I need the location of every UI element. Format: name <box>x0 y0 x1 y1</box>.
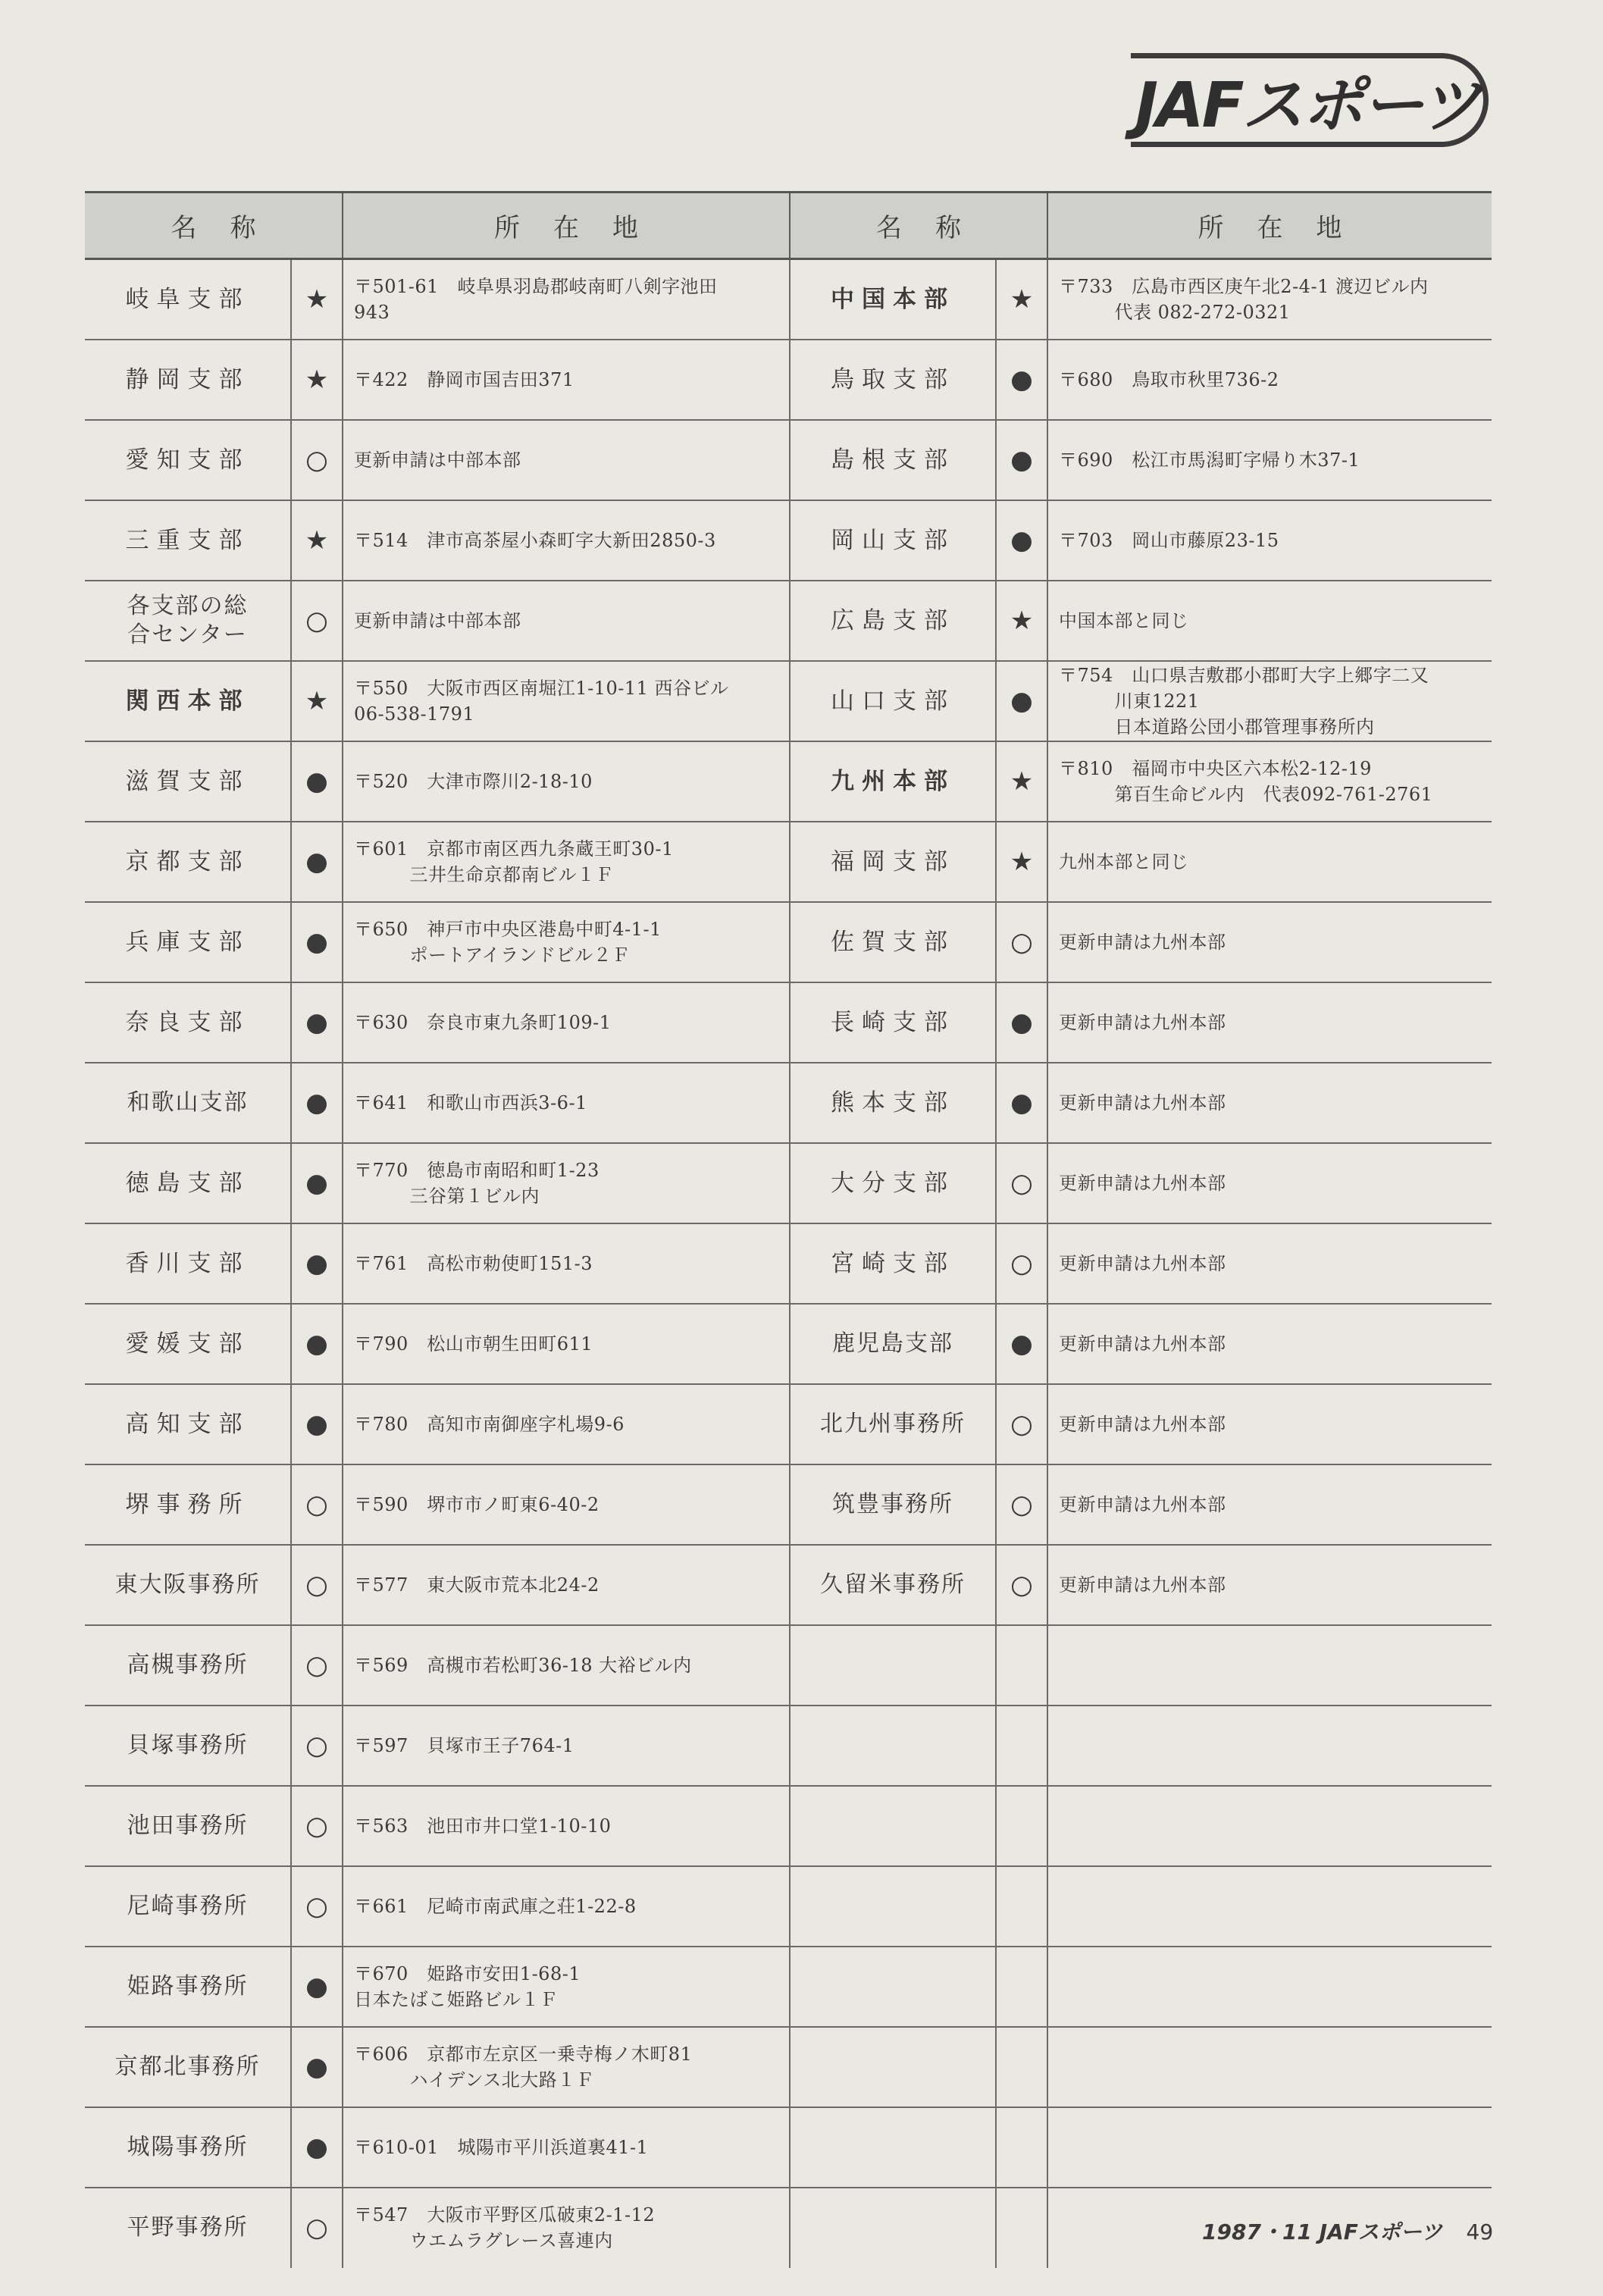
table-row <box>85 661 1492 741</box>
status-mark: ● <box>291 1223 343 1304</box>
table-row <box>85 1706 1492 1786</box>
jaf-sports-logo <box>1131 53 1489 147</box>
status-mark: ● <box>291 2027 343 2107</box>
table-row <box>85 1947 1492 2027</box>
status-mark: ○ <box>291 1625 343 1706</box>
table-row <box>85 581 1492 661</box>
status-mark: ○ <box>291 1464 343 1545</box>
table-row <box>85 902 1492 982</box>
branch-name: 九州本部 <box>790 741 996 822</box>
status-mark <box>996 1706 1047 1786</box>
branch-directory-table <box>85 191 1492 2268</box>
status-mark: ★ <box>996 822 1047 902</box>
status-mark: ○ <box>291 420 343 500</box>
status-mark: ○ <box>996 1464 1047 1545</box>
branch-address: 〒780 高知市南御座字札場9-6 <box>343 1384 790 1464</box>
table-row <box>85 2107 1492 2188</box>
page-number: 49 <box>1466 2219 1494 2244</box>
status-mark: ● <box>291 982 343 1063</box>
branch-address: 更新申請は九州本部 <box>1047 1464 1492 1545</box>
status-mark <box>996 1625 1047 1706</box>
branch-name: 静岡支部 <box>85 340 291 420</box>
status-mark <box>996 1786 1047 1866</box>
branch-address: 更新申請は中部本部 <box>343 420 790 500</box>
status-mark: ● <box>996 982 1047 1063</box>
branch-address: 〒563 池田市井口堂1-10-10 <box>343 1786 790 1866</box>
branch-address: 更新申請は九州本部 <box>1047 1063 1492 1143</box>
status-mark: ○ <box>291 1545 343 1625</box>
branch-address: 〒703 岡山市藤原23-15 <box>1047 500 1492 581</box>
status-mark: ● <box>291 741 343 822</box>
branch-name: 関西本部 <box>85 661 291 741</box>
branch-address: 〒569 高槻市若松町36-18 大裕ビル内 <box>343 1625 790 1706</box>
branch-name: 宮崎支部 <box>790 1223 996 1304</box>
status-mark: ● <box>291 1384 343 1464</box>
status-mark: ○ <box>291 1706 343 1786</box>
table-row <box>85 259 1492 340</box>
status-mark: ★ <box>996 259 1047 340</box>
status-mark: ★ <box>291 500 343 581</box>
status-mark: ○ <box>996 1384 1047 1464</box>
status-mark: ● <box>291 2107 343 2188</box>
branch-name: 尼崎事務所 <box>85 1866 291 1947</box>
table-row <box>85 1545 1492 1625</box>
status-mark: ★ <box>291 661 343 741</box>
branch-address: 〒661 尼崎市南武庫之荘1-22-8 <box>343 1866 790 1947</box>
branch-name: 徳島支部 <box>85 1143 291 1223</box>
branch-address: 〒770 徳島市南昭和町1-23 三谷第１ビル内 <box>343 1143 790 1223</box>
branch-address: 〒520 大津市際川2-18-10 <box>343 741 790 822</box>
table-row <box>85 340 1492 420</box>
branch-name: 奈良支部 <box>85 982 291 1063</box>
branch-address: 中国本部と同じ <box>1047 581 1492 661</box>
branch-name: 高槻事務所 <box>85 1625 291 1706</box>
branch-name: 和歌山支部 <box>85 1063 291 1143</box>
branch-name <box>790 2188 996 2268</box>
table-row <box>85 1063 1492 1143</box>
branch-address: 〒514 津市高茶屋小森町字大新田2850-3 <box>343 500 790 581</box>
branch-address: 〒733 広島市西区庚午北2-4-1 渡辺ビル内 代表 082-272-0321 <box>1047 259 1492 340</box>
branch-name: 大分支部 <box>790 1143 996 1223</box>
table-row <box>85 420 1492 500</box>
branch-name: 平野事務所 <box>127 2214 249 2241</box>
branch-address: 〒550 大阪市西区南堀江1-10-11 西谷ビル 06-538-1791 <box>343 661 790 741</box>
branch-name: 広島支部 <box>790 581 996 661</box>
branch-name: 鹿児島支部 <box>790 1304 996 1384</box>
branch-address <box>1047 1786 1492 1866</box>
branch-address: 〒577 東大阪市荒本北24-2 <box>343 1545 790 1625</box>
status-mark: ● <box>291 1063 343 1143</box>
branch-name: 筑豊事務所 <box>790 1464 996 1545</box>
status-mark <box>996 2107 1047 2188</box>
table-row <box>85 822 1492 902</box>
branch-name: 滋賀支部 <box>85 741 291 822</box>
branch-name <box>790 1947 996 2027</box>
table-row <box>85 741 1492 822</box>
branch-address: 〒590 堺市市ノ町東6-40-2 <box>343 1464 790 1545</box>
table-row <box>85 1464 1492 1545</box>
branch-name: 貝塚事務所 <box>85 1706 291 1786</box>
branch-name: 京都北事務所 <box>85 2027 291 2107</box>
footer-date: 1987・11 <box>1202 2219 1312 2244</box>
branch-address: 〒630 奈良市東九条町109-1 <box>343 982 790 1063</box>
branch-name: 京都支部 <box>85 822 291 902</box>
status-mark: ● <box>291 1947 343 2027</box>
branch-address: 〒690 松江市馬潟町字帰り木37-1 <box>1047 420 1492 500</box>
status-mark: ● <box>291 1143 343 1223</box>
branch-address: 〒501-61 岐阜県羽島郡岐南町八剣字池田 943 <box>343 259 790 340</box>
table-row <box>85 2027 1492 2107</box>
status-mark: ● <box>996 661 1047 741</box>
status-mark: ★ <box>291 340 343 420</box>
branch-address: 〒790 松山市朝生田町611 <box>343 1304 790 1384</box>
table-row <box>85 1223 1492 1304</box>
table-header-row <box>85 193 1492 259</box>
branch-name <box>790 2107 996 2188</box>
branch-address: 更新申請は中部本部 <box>343 581 790 661</box>
branch-name: 堺事務所 <box>85 1464 291 1545</box>
status-mark: ● <box>291 902 343 982</box>
status-mark <box>996 2027 1047 2107</box>
table-row <box>85 1866 1492 1947</box>
branch-address: 〒680 鳥取市秋里736-2 <box>1047 340 1492 420</box>
page-footer <box>1202 2216 1493 2246</box>
status-mark: ○ <box>996 1545 1047 1625</box>
branch-name: 高知支部 <box>85 1384 291 1464</box>
status-mark: ○ <box>291 581 343 661</box>
status-mark: ★ <box>996 581 1047 661</box>
status-mark: ○ <box>996 1223 1047 1304</box>
logo-text: JAFスポーツ <box>1135 69 1479 142</box>
branch-name: 愛知支部 <box>85 420 291 500</box>
branch-address: 更新申請は九州本部 <box>1047 1223 1492 1304</box>
branch-address: 〒641 和歌山市西浜3-6-1 <box>343 1063 790 1143</box>
status-mark <box>996 1947 1047 2027</box>
branch-name: 兵庫支部 <box>85 902 291 982</box>
branch-name: 岐阜支部 <box>85 259 291 340</box>
branch-name: 各支部の総 合センター <box>85 581 291 661</box>
branch-name: 愛媛支部 <box>85 1304 291 1384</box>
header-name-left: 名称 <box>85 193 343 259</box>
status-mark: ○ <box>291 2188 343 2268</box>
branch-address: 更新申請は九州本部 <box>1047 1304 1492 1384</box>
branch-address: 〒547 大阪市平野区瓜破東2-1-12 ウエムラグレース喜連内 <box>354 2204 656 2251</box>
status-mark: ● <box>996 420 1047 500</box>
branch-address: 〒761 高松市勅使町151-3 <box>343 1223 790 1304</box>
branch-address: 〒610-01 城陽市平川浜道裏41-1 <box>343 2107 790 2188</box>
header-address-right: 所在地 <box>1047 193 1492 259</box>
branch-address: 〒597 貝塚市王子764-1 <box>343 1706 790 1786</box>
branch-address: 更新申請は九州本部 <box>1047 1545 1492 1625</box>
branch-address <box>1047 2027 1492 2107</box>
branch-name: 山口支部 <box>790 661 996 741</box>
status-mark: ● <box>996 1063 1047 1143</box>
branch-address: 〒650 神戸市中央区港島中町4-1-1 ポートアイランドビル２Ｆ <box>343 902 790 982</box>
branch-name: 島根支部 <box>790 420 996 500</box>
status-mark: ○ <box>996 902 1047 982</box>
branch-address: 〒606 京都市左京区一乗寺梅ノ木町81 ハイデンス北大路１Ｆ <box>343 2027 790 2107</box>
branch-name: 中国本部 <box>790 259 996 340</box>
footer-magazine: JAFスポーツ <box>1319 2219 1442 2244</box>
branch-name: 長崎支部 <box>790 982 996 1063</box>
status-mark: ● <box>291 822 343 902</box>
status-mark: ○ <box>291 1786 343 1866</box>
status-mark: ★ <box>996 741 1047 822</box>
table-row <box>85 1786 1492 1866</box>
table-row <box>85 1384 1492 1464</box>
branch-address <box>1047 1947 1492 2027</box>
status-mark: ○ <box>996 1143 1047 1223</box>
header-address-left: 所在地 <box>343 193 790 259</box>
status-mark: ● <box>996 1304 1047 1384</box>
branch-address: 〒810 福岡市中央区六本松2-12-19 第百生命ビル内 代表092-761-2761 <box>1047 741 1492 822</box>
branch-name <box>790 1625 996 1706</box>
status-mark: ● <box>996 500 1047 581</box>
status-mark <box>996 2188 1047 2268</box>
branch-name: 北九州事務所 <box>790 1384 996 1464</box>
table-row <box>85 500 1492 581</box>
branch-name <box>790 1706 996 1786</box>
branch-name: 姫路事務所 <box>85 1947 291 2027</box>
branch-name: 鳥取支部 <box>790 340 996 420</box>
branch-name <box>790 1866 996 1947</box>
branch-name: 香川支部 <box>85 1223 291 1304</box>
branch-address <box>1047 1625 1492 1706</box>
branch-name: 城陽事務所 <box>85 2107 291 2188</box>
branch-address: 更新申請は九州本部 <box>1047 1143 1492 1223</box>
branch-address: 〒422 静岡市国吉田371 <box>343 340 790 420</box>
branch-address: 〒754 山口県吉敷郡小郡町大字上郷字二又 川東1221 日本道路公団小郡管理事務所内 <box>1047 661 1492 741</box>
branch-name: 福岡支部 <box>790 822 996 902</box>
branch-address: 〒601 京都市南区西九条蔵王町30-1 三井生命京都南ビル１Ｆ <box>343 822 790 902</box>
branch-address: 更新申請は九州本部 <box>1047 902 1492 982</box>
branch-name: 三重支部 <box>85 500 291 581</box>
status-mark: ★ <box>291 259 343 340</box>
header-name-right: 名称 <box>790 193 1047 259</box>
branch-name: 池田事務所 <box>85 1786 291 1866</box>
branch-address: 更新申請は九州本部 <box>1047 1384 1492 1464</box>
table-row <box>85 1143 1492 1223</box>
branch-address <box>1047 1866 1492 1947</box>
table-row <box>85 982 1492 1063</box>
branch-address: 九州本部と同じ <box>1047 822 1492 902</box>
status-mark: ● <box>996 340 1047 420</box>
branch-name: 岡山支部 <box>790 500 996 581</box>
status-mark <box>996 1866 1047 1947</box>
table-row <box>85 1304 1492 1384</box>
table-row <box>85 1625 1492 1706</box>
branch-name: 佐賀支部 <box>790 902 996 982</box>
table-body <box>85 259 1492 2268</box>
branch-address <box>1047 1706 1492 1786</box>
branch-address: 更新申請は九州本部 <box>1047 982 1492 1063</box>
branch-address <box>1047 2107 1492 2188</box>
branch-name: 熊本支部 <box>790 1063 996 1143</box>
status-mark: ○ <box>291 1866 343 1947</box>
branch-name <box>790 2027 996 2107</box>
branch-name: 久留米事務所 <box>790 1545 996 1625</box>
status-mark: ● <box>291 1304 343 1384</box>
branch-address: 〒670 姫路市安田1-68-1 日本たばこ姫路ビル１Ｆ <box>343 1947 790 2027</box>
branch-name <box>790 1786 996 1866</box>
branch-name: 東大阪事務所 <box>85 1545 291 1625</box>
